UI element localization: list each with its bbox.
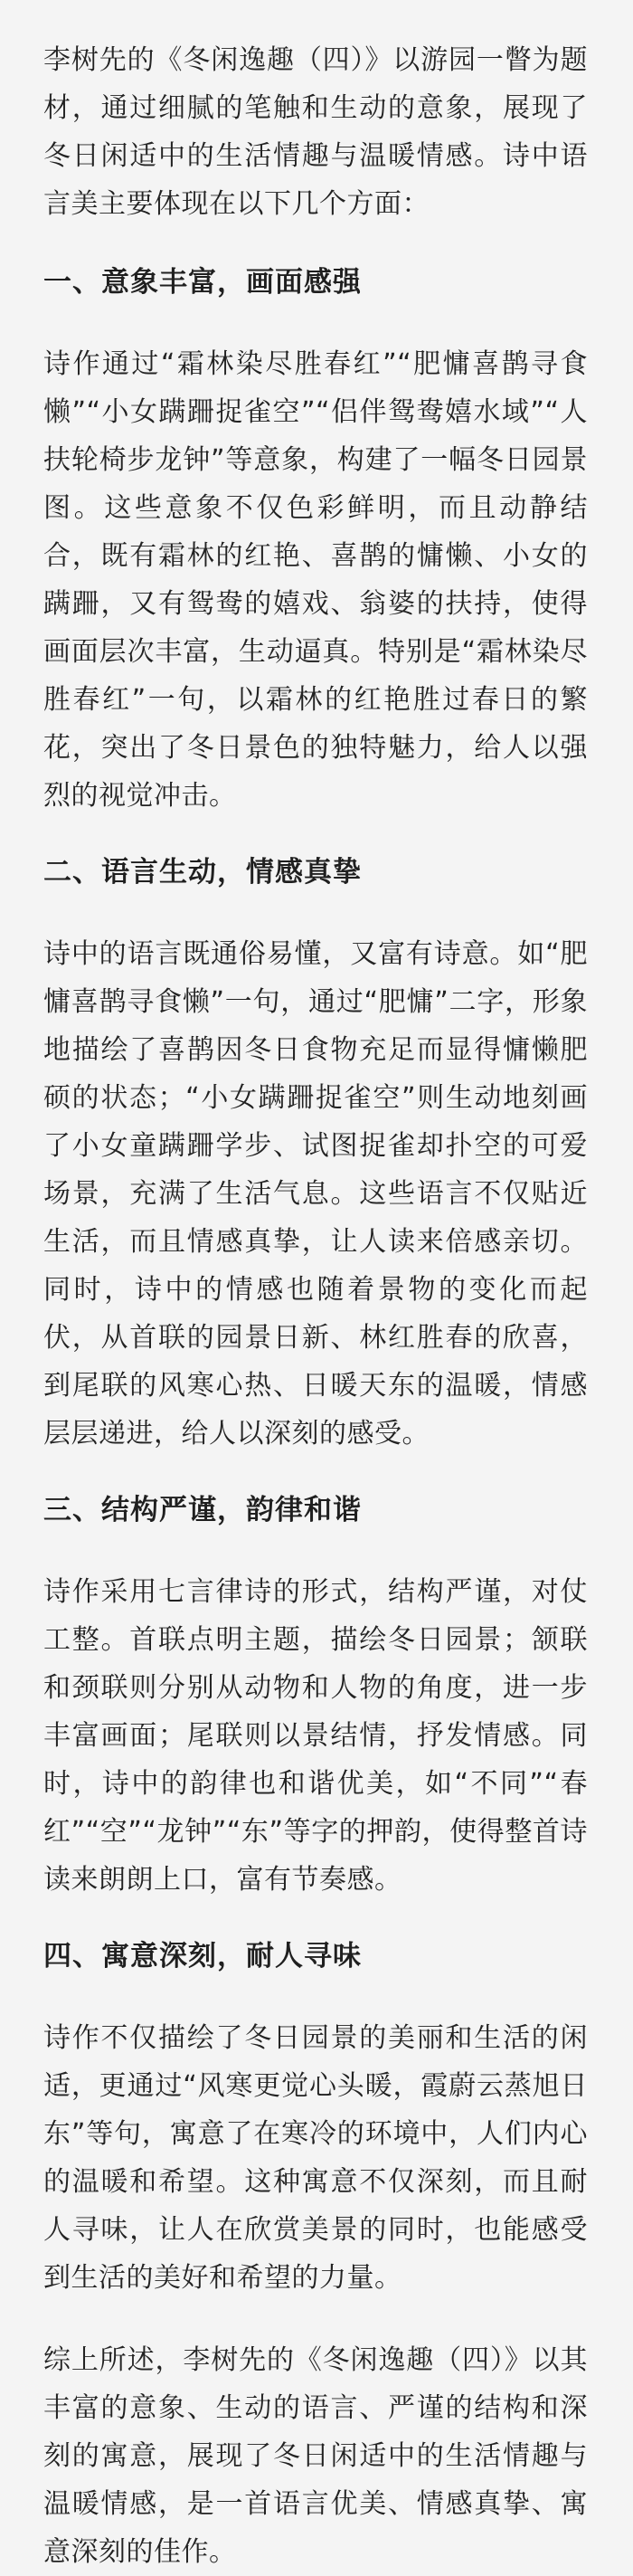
section-heading-4: 四、寓意深刻，耐人寻味 [43, 1940, 362, 1972]
section-body-3: 诗作采用七言律诗的形式，结构严谨，对仗工整。首联点明主题，描绘冬日园景；颔联和颈联则分别从动物和人物的角度，进一步丰富画面；尾联则以景结情，抒发情感。同时，诗中的韵律也和谐优美，如“不同”“春红”“空”“龙钟”“东”等字的押韵，使得整首诗读来朗朗上口，富有节奏感。 [43, 1576, 588, 1896]
section-heading-3: 三、结构严谨，韵律和谐 [43, 1494, 362, 1526]
section-heading-2: 二、语言生动，情感真挚 [43, 856, 362, 889]
section-body-2: 诗中的语言既通俗易懂，又富有诗意。如“肥慵喜鹊寻食懒”一句，通过“肥慵”二字，形象地描绘了喜鹊因冬日食物充足而显得慵懒肥硕的状态；“小女蹒跚捉雀空”则生动地刻画了小女童蹒跚学步、试图捉雀却扑空的可爱场景，充满了生活气息。这些语言不仅贴近生活，而且情感真挚，让人读来倍感亲切。同时，诗中的情感也随着景物的变化而起伏，从首联的园景日新、林红胜春的欣喜，到尾联的风寒心热、日暖天东的温暖，情感层层递进，给人以深刻的感受。 [43, 938, 588, 1450]
section-body-4: 诗作不仅描绘了冬日园景的美丽和生活的闲适，更通过“风寒更觉心头暖，霞蔚云蒸旭日东”等句，寓意了在寒冷的环境中，人们内心的温暖和希望。这种寓意不仅深刻，而且耐人寻味，让人在欣赏美景的同时，也能感受到生活的美好和希望的力量。 [43, 2022, 588, 2294]
section-body-1: 诗作通过“霜林染尽胜春红”“肥慵喜鹊寻食懒”“小女蹒跚捉雀空”“侣伴鸳鸯嬉水域”“人扶轮椅步龙钟”等意象，构建了一幅冬日园景图。这些意象不仅色彩鲜明，而且动静结合，既有霜林的红艳、喜鹊的慵懒、小女的蹒跚，又有鸳鸯的嬉戏、翁婆的扶持，使得画面层次丰富，生动逼真。特别是“霜林染尽胜春红”一句，以霜林的红艳胜过春日的繁花，突出了冬日景色的独特魅力，给人以强烈的视觉冲击。 [43, 348, 588, 812]
conclusion-paragraph: 综上所述，李树先的《冬闲逸趣（四）》以其丰富的意象、生动的语言、严谨的结构和深刻的寓意，展现了冬日闲适中的生活情趣与温暖情感，是一首语言优美、情感真挚、寓意深刻的佳作。 [43, 2344, 588, 2568]
section-heading-1: 一、意象丰富，画面感强 [43, 266, 362, 299]
intro-paragraph: 李树先的《冬闲逸趣（四）》以游园一瞥为题材，通过细腻的笔触和生动的意象，展现了冬日闲适中的生活情趣与温暖情感。诗中语言美主要体现在以下几个方面： [43, 44, 588, 220]
